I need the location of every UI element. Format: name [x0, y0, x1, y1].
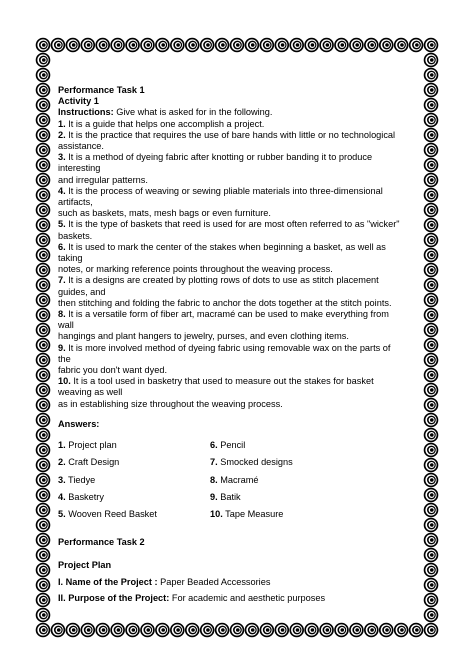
- question-number: 3.: [58, 152, 66, 163]
- spiral-swirl-icon: [424, 353, 439, 368]
- spiral-swirl-icon: [424, 608, 439, 623]
- spiral-swirl-icon: [230, 623, 245, 638]
- answer-text: Batik: [217, 491, 241, 502]
- spiral-swirl-icon: [364, 38, 379, 53]
- spiral-swirl-icon: [424, 188, 439, 203]
- answer-item: [210, 440, 410, 451]
- spiral-swirl-icon: [424, 98, 439, 113]
- spiral-swirl-icon: [36, 488, 51, 503]
- question-text: such as baskets, mats, mesh bags or even furniture.: [58, 208, 271, 219]
- spiral-swirl-icon: [409, 38, 424, 53]
- question-number: 10.: [58, 376, 71, 387]
- question-text: the: [58, 353, 71, 364]
- activity-title: Activity 1: [58, 96, 99, 107]
- spiral-swirl-icon: [394, 38, 409, 53]
- answer-item: [210, 475, 410, 486]
- spiral-swirl-icon: [230, 38, 245, 53]
- spiral-swirl-icon: [349, 38, 364, 53]
- answer-number: 1.: [58, 440, 66, 451]
- project-plan-title: Project Plan: [58, 560, 112, 571]
- spiral-swirl-icon: [424, 458, 439, 473]
- spiral-swirl-icon: [260, 623, 275, 638]
- question-text: interesting: [58, 163, 101, 174]
- answer-text: Tape Measure: [222, 508, 284, 519]
- spiral-swirl-icon: [334, 38, 349, 53]
- question-text: assistance.: [58, 141, 104, 152]
- spiral-swirl-icon: [36, 443, 51, 458]
- spiral-swirl-icon: [36, 98, 51, 113]
- spiral-swirl-icon: [424, 488, 439, 503]
- answer-number: 10.: [210, 508, 223, 519]
- question-line: [58, 152, 420, 163]
- answer-item: [210, 492, 410, 503]
- spiral-swirl-icon: [36, 278, 51, 293]
- question-text: guides, and: [58, 286, 106, 297]
- spiral-swirl-icon: [36, 398, 51, 413]
- answer-number: 6.: [210, 440, 218, 451]
- spiral-swirl-icon: [36, 383, 51, 398]
- spiral-swirl-icon: [36, 548, 51, 563]
- answer-text: Wooven Reed Basket: [65, 508, 157, 519]
- spiral-swirl-icon: [95, 623, 110, 638]
- spiral-swirl-icon: [289, 38, 304, 53]
- spiral-swirl-icon: [36, 233, 51, 248]
- question-list: [58, 119, 420, 410]
- question-line: [58, 130, 420, 141]
- question-text: then stitching and folding the fabric to anchor the dots together at the stitch points.: [58, 297, 392, 308]
- question-line: [58, 387, 420, 398]
- spiral-swirl-icon: [424, 398, 439, 413]
- spiral-swirl-icon: [274, 38, 289, 53]
- answer-number: 3.: [58, 474, 66, 485]
- spiral-swirl-icon: [36, 263, 51, 278]
- question-text: It is a versatile form of fiber art, macramé can be used to make everything from: [65, 309, 389, 320]
- question-number: 1.: [58, 118, 66, 129]
- question-text: It is a designs are created by plotting rows of dots to use as stitch placement: [65, 275, 379, 286]
- question-number: 4.: [58, 185, 66, 196]
- spiral-swirl-icon: [424, 218, 439, 233]
- spiral-swirl-icon: [424, 578, 439, 593]
- spiral-swirl-icon: [424, 263, 439, 278]
- spiral-swirl-icon: [215, 623, 230, 638]
- spiral-swirl-icon: [409, 623, 424, 638]
- question-text: It is a method of dyeing fabric after knotting or rubber banding it to produce: [65, 152, 373, 163]
- spiral-swirl-icon: [200, 38, 215, 53]
- spiral-swirl-icon: [36, 83, 51, 98]
- spiral-swirl-icon: [304, 623, 319, 638]
- spiral-swirl-icon: [36, 533, 51, 548]
- instructions: Instructions: Give what is asked for in the following.: [58, 107, 273, 118]
- spiral-swirl-icon: [95, 38, 110, 53]
- question-text: as in establishing size throughout the weaving process.: [58, 398, 283, 409]
- spiral-swirl-icon: [245, 623, 260, 638]
- question-line: [58, 253, 420, 264]
- spiral-swirl-icon: [424, 53, 439, 68]
- spiral-swirl-icon: [36, 428, 51, 443]
- question-line: [58, 354, 420, 365]
- answer-text: Pencil: [217, 440, 246, 451]
- answer-text: Craft Design: [65, 457, 120, 468]
- spiral-swirl-icon: [36, 218, 51, 233]
- spiral-swirl-icon: [140, 38, 155, 53]
- spiral-swirl-icon: [36, 128, 51, 143]
- answer-text: Macramé: [217, 474, 259, 485]
- question-number: 8.: [58, 309, 66, 320]
- spiral-swirl-icon: [379, 623, 394, 638]
- project-purpose: II. Purpose of the Project: For academic and aesthetic purposes: [58, 592, 326, 603]
- question-text: baskets.: [58, 230, 93, 241]
- spiral-swirl-icon: [185, 38, 200, 53]
- spiral-swirl-icon: [155, 38, 170, 53]
- spiral-swirl-icon: [110, 38, 125, 53]
- spiral-swirl-icon: [289, 623, 304, 638]
- spiral-swirl-icon: [36, 563, 51, 578]
- spiral-swirl-icon: [66, 38, 81, 53]
- spiral-swirl-icon: [36, 68, 51, 83]
- spiral-swirl-icon: [36, 593, 51, 608]
- question-line: [58, 208, 420, 219]
- spiral-swirl-icon: [364, 623, 379, 638]
- answer-text: Basketry: [65, 491, 104, 502]
- question-text: It is used to mark the center of the stakes when beginning a basket, as well as: [65, 241, 386, 252]
- answer-text: Project plan: [65, 440, 117, 451]
- spiral-swirl-icon: [424, 563, 439, 578]
- question-line: [58, 376, 420, 387]
- spiral-swirl-icon: [125, 38, 140, 53]
- spiral-swirl-icon: [36, 173, 51, 188]
- spiral-swirl-icon: [424, 293, 439, 308]
- spiral-swirl-icon: [424, 548, 439, 563]
- spiral-swirl-icon: [424, 443, 439, 458]
- question-number: 6.: [58, 241, 66, 252]
- spiral-swirl-icon: [36, 578, 51, 593]
- spiral-swirl-icon: [80, 38, 95, 53]
- spiral-swirl-icon: [36, 338, 51, 353]
- spiral-swirl-icon: [424, 383, 439, 398]
- question-text: taking: [58, 253, 83, 264]
- question-text: fabric you don't want dyed.: [58, 365, 168, 376]
- spiral-swirl-icon: [424, 323, 439, 338]
- answer-number: 7.: [210, 457, 218, 468]
- question-line: [58, 163, 420, 174]
- question-number: 7.: [58, 275, 66, 286]
- spiral-swirl-icon: [424, 308, 439, 323]
- spiral-swirl-icon: [334, 623, 349, 638]
- spiral-swirl-icon: [424, 518, 439, 533]
- answer-item: [58, 457, 210, 468]
- question-text: It is more involved method of dyeing fabric using removable wax on the parts of: [65, 342, 391, 353]
- answers-title: Answers:: [58, 418, 100, 429]
- spiral-swirl-icon: [424, 143, 439, 158]
- spiral-swirl-icon: [424, 158, 439, 173]
- spiral-swirl-icon: [185, 623, 200, 638]
- spiral-swirl-icon: [36, 458, 51, 473]
- spiral-swirl-icon: [36, 248, 51, 263]
- spiral-swirl-icon: [36, 473, 51, 488]
- question-text: It is the process of weaving or sewing pliable materials into three-dimensional: [65, 185, 383, 196]
- question-line: [58, 141, 420, 152]
- question-line: [58, 197, 420, 208]
- spiral-swirl-icon: [424, 83, 439, 98]
- question-line: [58, 287, 420, 298]
- question-number: 5.: [58, 219, 66, 230]
- spiral-swirl-icon: [424, 368, 439, 383]
- question-line: [58, 219, 420, 230]
- spiral-swirl-icon: [36, 188, 51, 203]
- spiral-swirl-icon: [424, 278, 439, 293]
- answer-number: 8.: [210, 474, 218, 485]
- spiral-swirl-icon: [215, 38, 230, 53]
- question-number: 2.: [58, 129, 66, 140]
- question-line: [58, 275, 420, 286]
- spiral-swirl-icon: [424, 233, 439, 248]
- question-line: [58, 399, 420, 410]
- answer-item: [210, 457, 410, 468]
- spiral-swirl-icon: [424, 473, 439, 488]
- project-name: I. Name of the Project : Paper Beaded Accessories: [58, 576, 271, 587]
- spiral-swirl-icon: [424, 68, 439, 83]
- spiral-swirl-icon: [170, 38, 185, 53]
- question-text: wall: [58, 320, 74, 331]
- answer-number: 2.: [58, 457, 66, 468]
- question-text: weaving as well: [58, 387, 123, 398]
- spiral-swirl-icon: [424, 413, 439, 428]
- spiral-swirl-icon: [260, 38, 275, 53]
- question-line: [58, 331, 420, 342]
- task2-title: Performance Task 2: [58, 537, 145, 548]
- question-line: [58, 242, 420, 253]
- spiral-swirl-icon: [424, 173, 439, 188]
- spiral-swirl-icon: [424, 428, 439, 443]
- spiral-swirl-icon: [245, 38, 260, 53]
- spiral-swirl-icon: [125, 623, 140, 638]
- spiral-swirl-icon: [379, 38, 394, 53]
- spiral-swirl-icon: [36, 143, 51, 158]
- question-text: It is the practice that requires the use of bare hands with little or no technological: [65, 129, 396, 140]
- spiral-swirl-icon: [80, 623, 95, 638]
- spiral-swirl-icon: [36, 38, 51, 53]
- spiral-swirl-icon: [36, 353, 51, 368]
- spiral-swirl-icon: [36, 518, 51, 533]
- question-number: 9.: [58, 342, 66, 353]
- spiral-swirl-icon: [349, 623, 364, 638]
- question-line: [58, 175, 420, 186]
- spiral-swirl-icon: [304, 38, 319, 53]
- spiral-swirl-icon: [424, 128, 439, 143]
- spiral-swirl-icon: [424, 248, 439, 263]
- answer-list: [58, 440, 420, 520]
- spiral-swirl-icon: [36, 368, 51, 383]
- answer-text: Tiedye: [65, 474, 96, 485]
- spiral-swirl-icon: [36, 113, 51, 128]
- question-line: [58, 320, 420, 331]
- question-text: It is the type of baskets that reed is used for are most often referred to as "wicker": [65, 219, 400, 230]
- spiral-swirl-icon: [424, 338, 439, 353]
- spiral-swirl-icon: [319, 38, 334, 53]
- spiral-swirl-icon: [170, 623, 185, 638]
- question-text: hangings and plant hangers to jewelry, purses, and even clothing items.: [58, 331, 349, 342]
- spiral-swirl-icon: [36, 608, 51, 623]
- answer-item: [58, 475, 210, 486]
- document-body: [58, 85, 420, 604]
- answer-item: [58, 440, 210, 451]
- spiral-swirl-icon: [424, 113, 439, 128]
- spiral-swirl-icon: [51, 38, 66, 53]
- spiral-swirl-icon: [394, 623, 409, 638]
- spiral-swirl-icon: [51, 623, 66, 638]
- spiral-swirl-icon: [424, 623, 439, 638]
- question-line: [58, 231, 420, 242]
- answer-number: 9.: [210, 491, 218, 502]
- spiral-swirl-icon: [424, 503, 439, 518]
- spiral-swirl-icon: [424, 38, 439, 53]
- question-text: and irregular patterns.: [58, 174, 148, 185]
- question-text: artifacts,: [58, 197, 93, 208]
- spiral-swirl-icon: [36, 503, 51, 518]
- spiral-swirl-icon: [140, 623, 155, 638]
- question-text: It is a guide that helps one accomplish a project.: [65, 118, 265, 129]
- spiral-swirl-icon: [274, 623, 289, 638]
- question-line: [58, 365, 420, 376]
- question-line: [58, 119, 420, 130]
- question-line: [58, 186, 420, 197]
- spiral-swirl-icon: [36, 293, 51, 308]
- spiral-swirl-icon: [110, 623, 125, 638]
- question-line: [58, 298, 420, 309]
- spiral-swirl-icon: [319, 623, 334, 638]
- spiral-swirl-icon: [36, 158, 51, 173]
- spiral-swirl-icon: [424, 593, 439, 608]
- question-text: notes, or marking reference points throughout the weaving process.: [58, 264, 333, 275]
- answer-number: 4.: [58, 491, 66, 502]
- answer-number: 5.: [58, 508, 66, 519]
- answer-item: [210, 509, 410, 520]
- spiral-swirl-icon: [36, 308, 51, 323]
- question-text: It is a tool used in basketry that used to measure out the stakes for basket: [70, 376, 374, 387]
- spiral-swirl-icon: [36, 413, 51, 428]
- answer-item: [58, 509, 210, 520]
- spiral-swirl-icon: [36, 53, 51, 68]
- answer-text: Smocked designs: [217, 457, 293, 468]
- spiral-swirl-icon: [66, 623, 81, 638]
- spiral-swirl-icon: [155, 623, 170, 638]
- spiral-swirl-icon: [424, 203, 439, 218]
- task1-title: Performance Task 1: [58, 85, 145, 95]
- question-line: [58, 343, 420, 354]
- spiral-swirl-icon: [200, 623, 215, 638]
- spiral-swirl-icon: [36, 203, 51, 218]
- spiral-swirl-icon: [36, 323, 51, 338]
- answer-item: [58, 492, 210, 503]
- question-line: [58, 309, 420, 320]
- question-line: [58, 264, 420, 275]
- spiral-swirl-icon: [424, 533, 439, 548]
- spiral-swirl-icon: [36, 623, 51, 638]
